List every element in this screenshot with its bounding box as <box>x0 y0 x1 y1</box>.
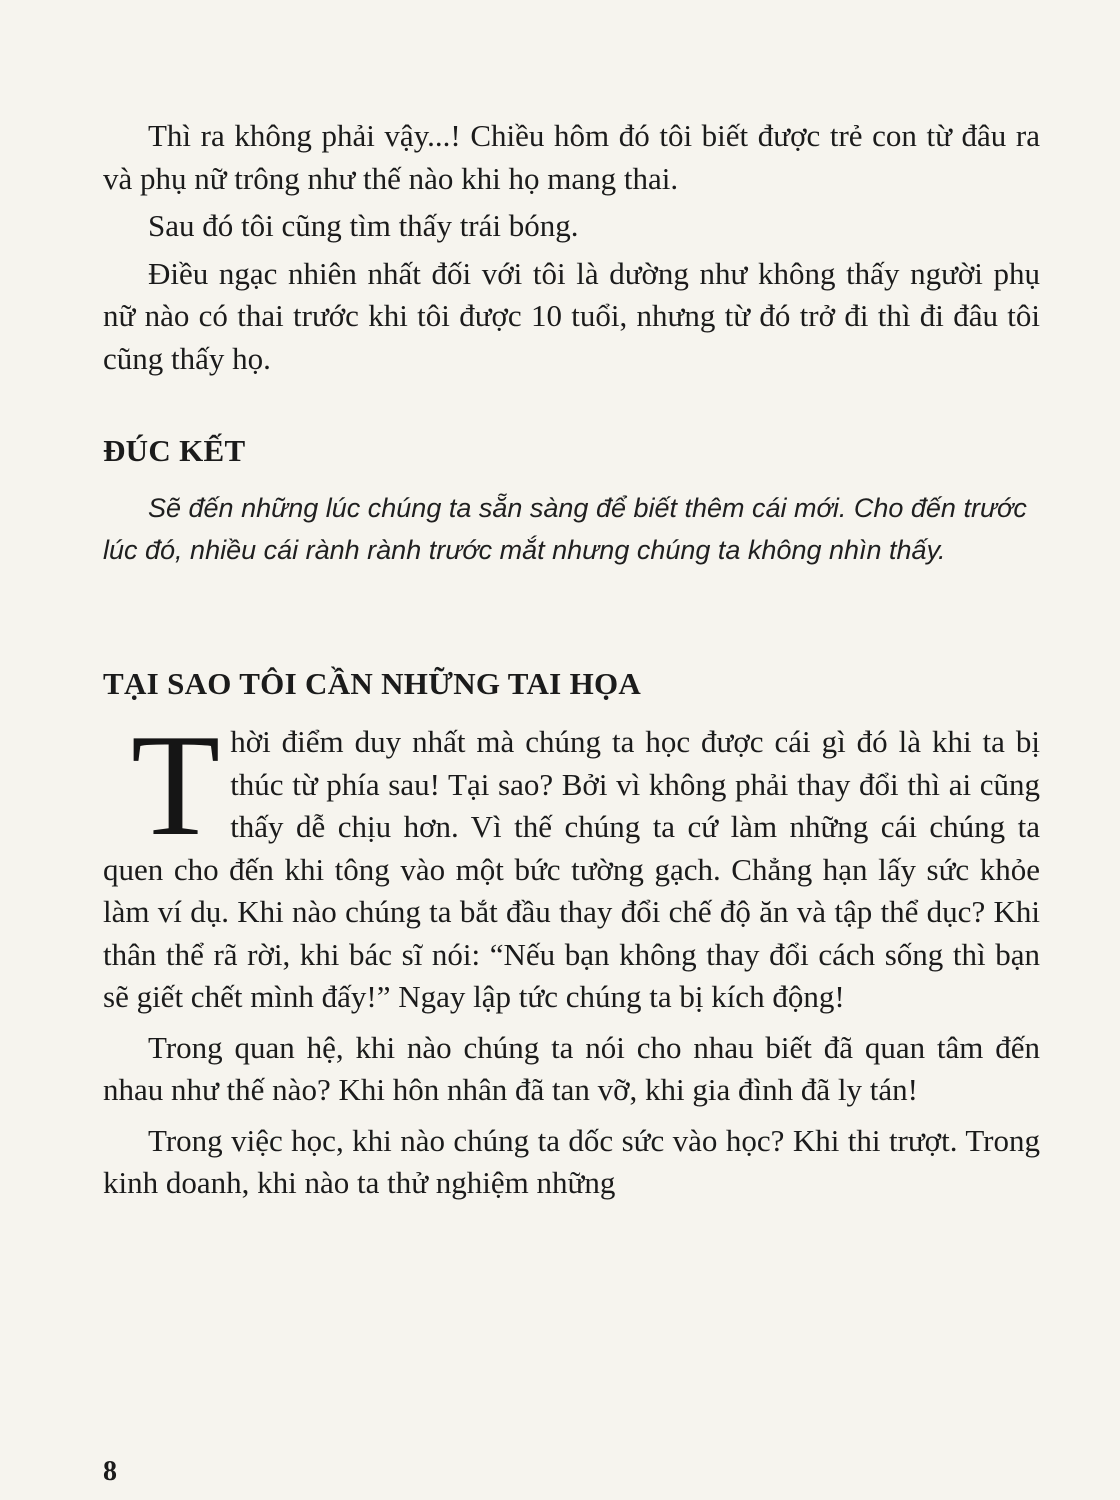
opening-text <box>103 115 1040 380</box>
section-heading: TẠI SAO TÔI CẦN NHỮNG TAI HỌA <box>103 666 642 701</box>
lesson-text: Sẽ đến những lúc chúng ta sẵn sàng để biết thêm cái mới. Cho đến trước lúc đó, nhiều cái rành rành trước mắt nhưng chúng ta không nhìn thấy. <box>103 493 1027 565</box>
paragraph-1: Thì ra không phải vậy...! Chiều hôm đó tôi biết được trẻ con từ đâu ra và phụ nữ trông như thế nào khi họ mang thai. <box>103 118 1040 196</box>
drop-cap: T <box>131 704 221 866</box>
section-paragraph-1 <box>103 704 1040 1019</box>
paragraph-2: Sau đó tôi cũng tìm thấy trái bóng. <box>148 208 579 243</box>
page-number: 8 <box>103 1456 117 1487</box>
paragraph-3: Điều ngạc nhiên nhất đối với tôi là dường như không thấy người phụ nữ nào có thai trước khi tôi được 10 tuổi, nhưng từ đó trở đi thì đi đâu tôi cũng thấy họ. <box>103 255 1040 376</box>
lesson-block <box>103 431 1040 571</box>
section-paragraph-1-text: hời điểm duy nhất mà chúng ta học được cái gì đó là khi ta bị thúc từ phía sau! Tại sao? Bởi vì không phải thay đổi thì ai cũng thấy dễ chịu hơn. Vì thế chúng ta cứ làm những cái chúng ta quen cho đến khi tông vào một bức tường gạch. Chẳng hạn lấy sức khỏe làm ví dụ. Khi nào chúng ta bắt đầu thay đổi chế độ ăn và tập thể dục? Khi thân thể rã rời, khi bác sĩ nói: “Nếu bạn không thay đổi cách sống thì bạn sẽ giết chết mình đấy!” Ngay lập tức chúng ta bị kích động! <box>103 724 1040 1014</box>
section-paragraph-3: Trong việc học, khi nào chúng ta dốc sức vào học? Khi thi trượt. Trong kinh doanh, khi nào ta thử nghiệm những <box>103 1122 1040 1200</box>
lesson-heading: ĐÚC KẾT <box>103 433 246 468</box>
section-paragraph-2: Trong quan hệ, khi nào chúng ta nói cho nhau biết đã quan tâm đến nhau như thế nào? Khi hôn nhân đã tan vỡ, khi gia đình đã ly tán! <box>103 1029 1040 1107</box>
section-block <box>103 664 1040 1205</box>
